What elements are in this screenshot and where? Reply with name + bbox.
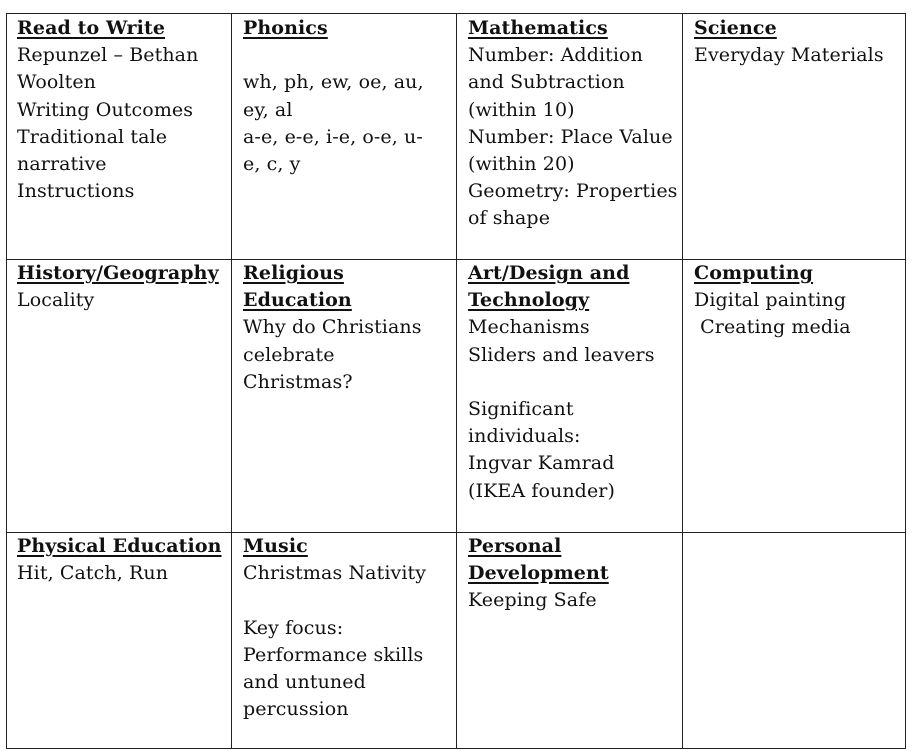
cell-line: Digital painting	[694, 289, 847, 312]
cell-line: Christmas Nativity	[243, 562, 427, 585]
cell-read-to-write	[17, 15, 229, 205]
cell-line: (within 10)	[468, 98, 575, 121]
cell-line: Mechanisms	[468, 316, 590, 339]
cell-title: Music	[243, 535, 308, 557]
cell-line: Performance skills	[243, 643, 424, 666]
cell-line: of shape	[468, 207, 551, 230]
cell-line: percussion	[243, 698, 349, 721]
cell-line: Instructions	[17, 180, 135, 203]
cell-title: Phonics	[243, 17, 328, 39]
cell-line: (within 20)	[468, 153, 575, 176]
cell-line: Ingvar Kamrad	[468, 452, 615, 475]
cell-line: ey, al	[243, 98, 293, 121]
cell-line: Locality	[17, 289, 95, 312]
cell-line: Number: Addition	[468, 44, 643, 67]
cell-line: Everyday Materials	[694, 44, 884, 67]
curriculum-table	[6, 13, 906, 749]
cell-line: a-e, e-e, i-e, o-e, u-	[243, 125, 423, 148]
cell-history-geography	[17, 260, 229, 314]
cell-title: Read to Write	[17, 17, 166, 39]
cell-personal-development	[468, 533, 680, 615]
cell-line: Creating media	[694, 316, 851, 339]
cell-line: wh, ph, ew, oe, au,	[243, 71, 424, 94]
cell-line: and Subtraction	[468, 71, 625, 94]
blank-line	[243, 587, 455, 614]
cell-line: Significant	[468, 398, 574, 420]
blank-line	[468, 369, 680, 396]
cell-title: Religious Education	[243, 262, 352, 312]
cell-title: Physical Education	[17, 535, 222, 557]
cell-science	[694, 15, 904, 69]
cell-line: Sliders and leavers	[468, 343, 655, 366]
blank-line	[243, 42, 455, 69]
cell-line: celebrate	[243, 343, 335, 366]
cell-title: Development	[468, 562, 609, 585]
cell-line: individuals:	[468, 425, 581, 448]
cell-line: (IKEA founder)	[468, 479, 615, 502]
cell-line: Key focus:	[243, 616, 344, 639]
cell-line: Number: Place Value	[468, 125, 673, 148]
cell-line: Christmas?	[243, 370, 353, 393]
cell-line: Woolten	[17, 71, 97, 94]
cell-music	[243, 533, 455, 723]
cell-title: Science	[694, 17, 777, 39]
cell-line: Repunzel – Bethan	[17, 44, 199, 67]
cell-physical-education	[17, 533, 229, 587]
cell-line: Why do Christians	[243, 316, 422, 339]
cell-title: Mathematics	[468, 17, 608, 39]
cell-line: Geometry: Properties	[468, 180, 678, 203]
cell-line: and untuned	[243, 671, 366, 693]
cell-mathematics	[468, 15, 680, 233]
column-divider	[231, 14, 232, 748]
cell-religious-education	[243, 260, 455, 396]
cell-line: Traditional tale	[17, 125, 168, 148]
cell-title: Personal	[468, 535, 562, 557]
cell-line: Keeping Safe	[468, 589, 597, 612]
cell-line: Hit, Catch, Run	[17, 562, 169, 585]
cell-computing	[694, 260, 904, 342]
cell-line: narrative	[17, 153, 107, 176]
cell-line: e, c, y	[243, 153, 301, 175]
cell-title: Art/Design and	[468, 262, 630, 284]
cell-title: Computing	[694, 262, 813, 284]
cell-art-design-technology	[468, 260, 680, 505]
cell-title: Technology	[468, 289, 590, 312]
cell-phonics	[243, 15, 455, 178]
cell-title: History/Geography	[17, 262, 219, 284]
column-divider	[682, 14, 683, 748]
cell-line: Writing Outcomes	[17, 98, 194, 121]
column-divider	[456, 14, 457, 748]
